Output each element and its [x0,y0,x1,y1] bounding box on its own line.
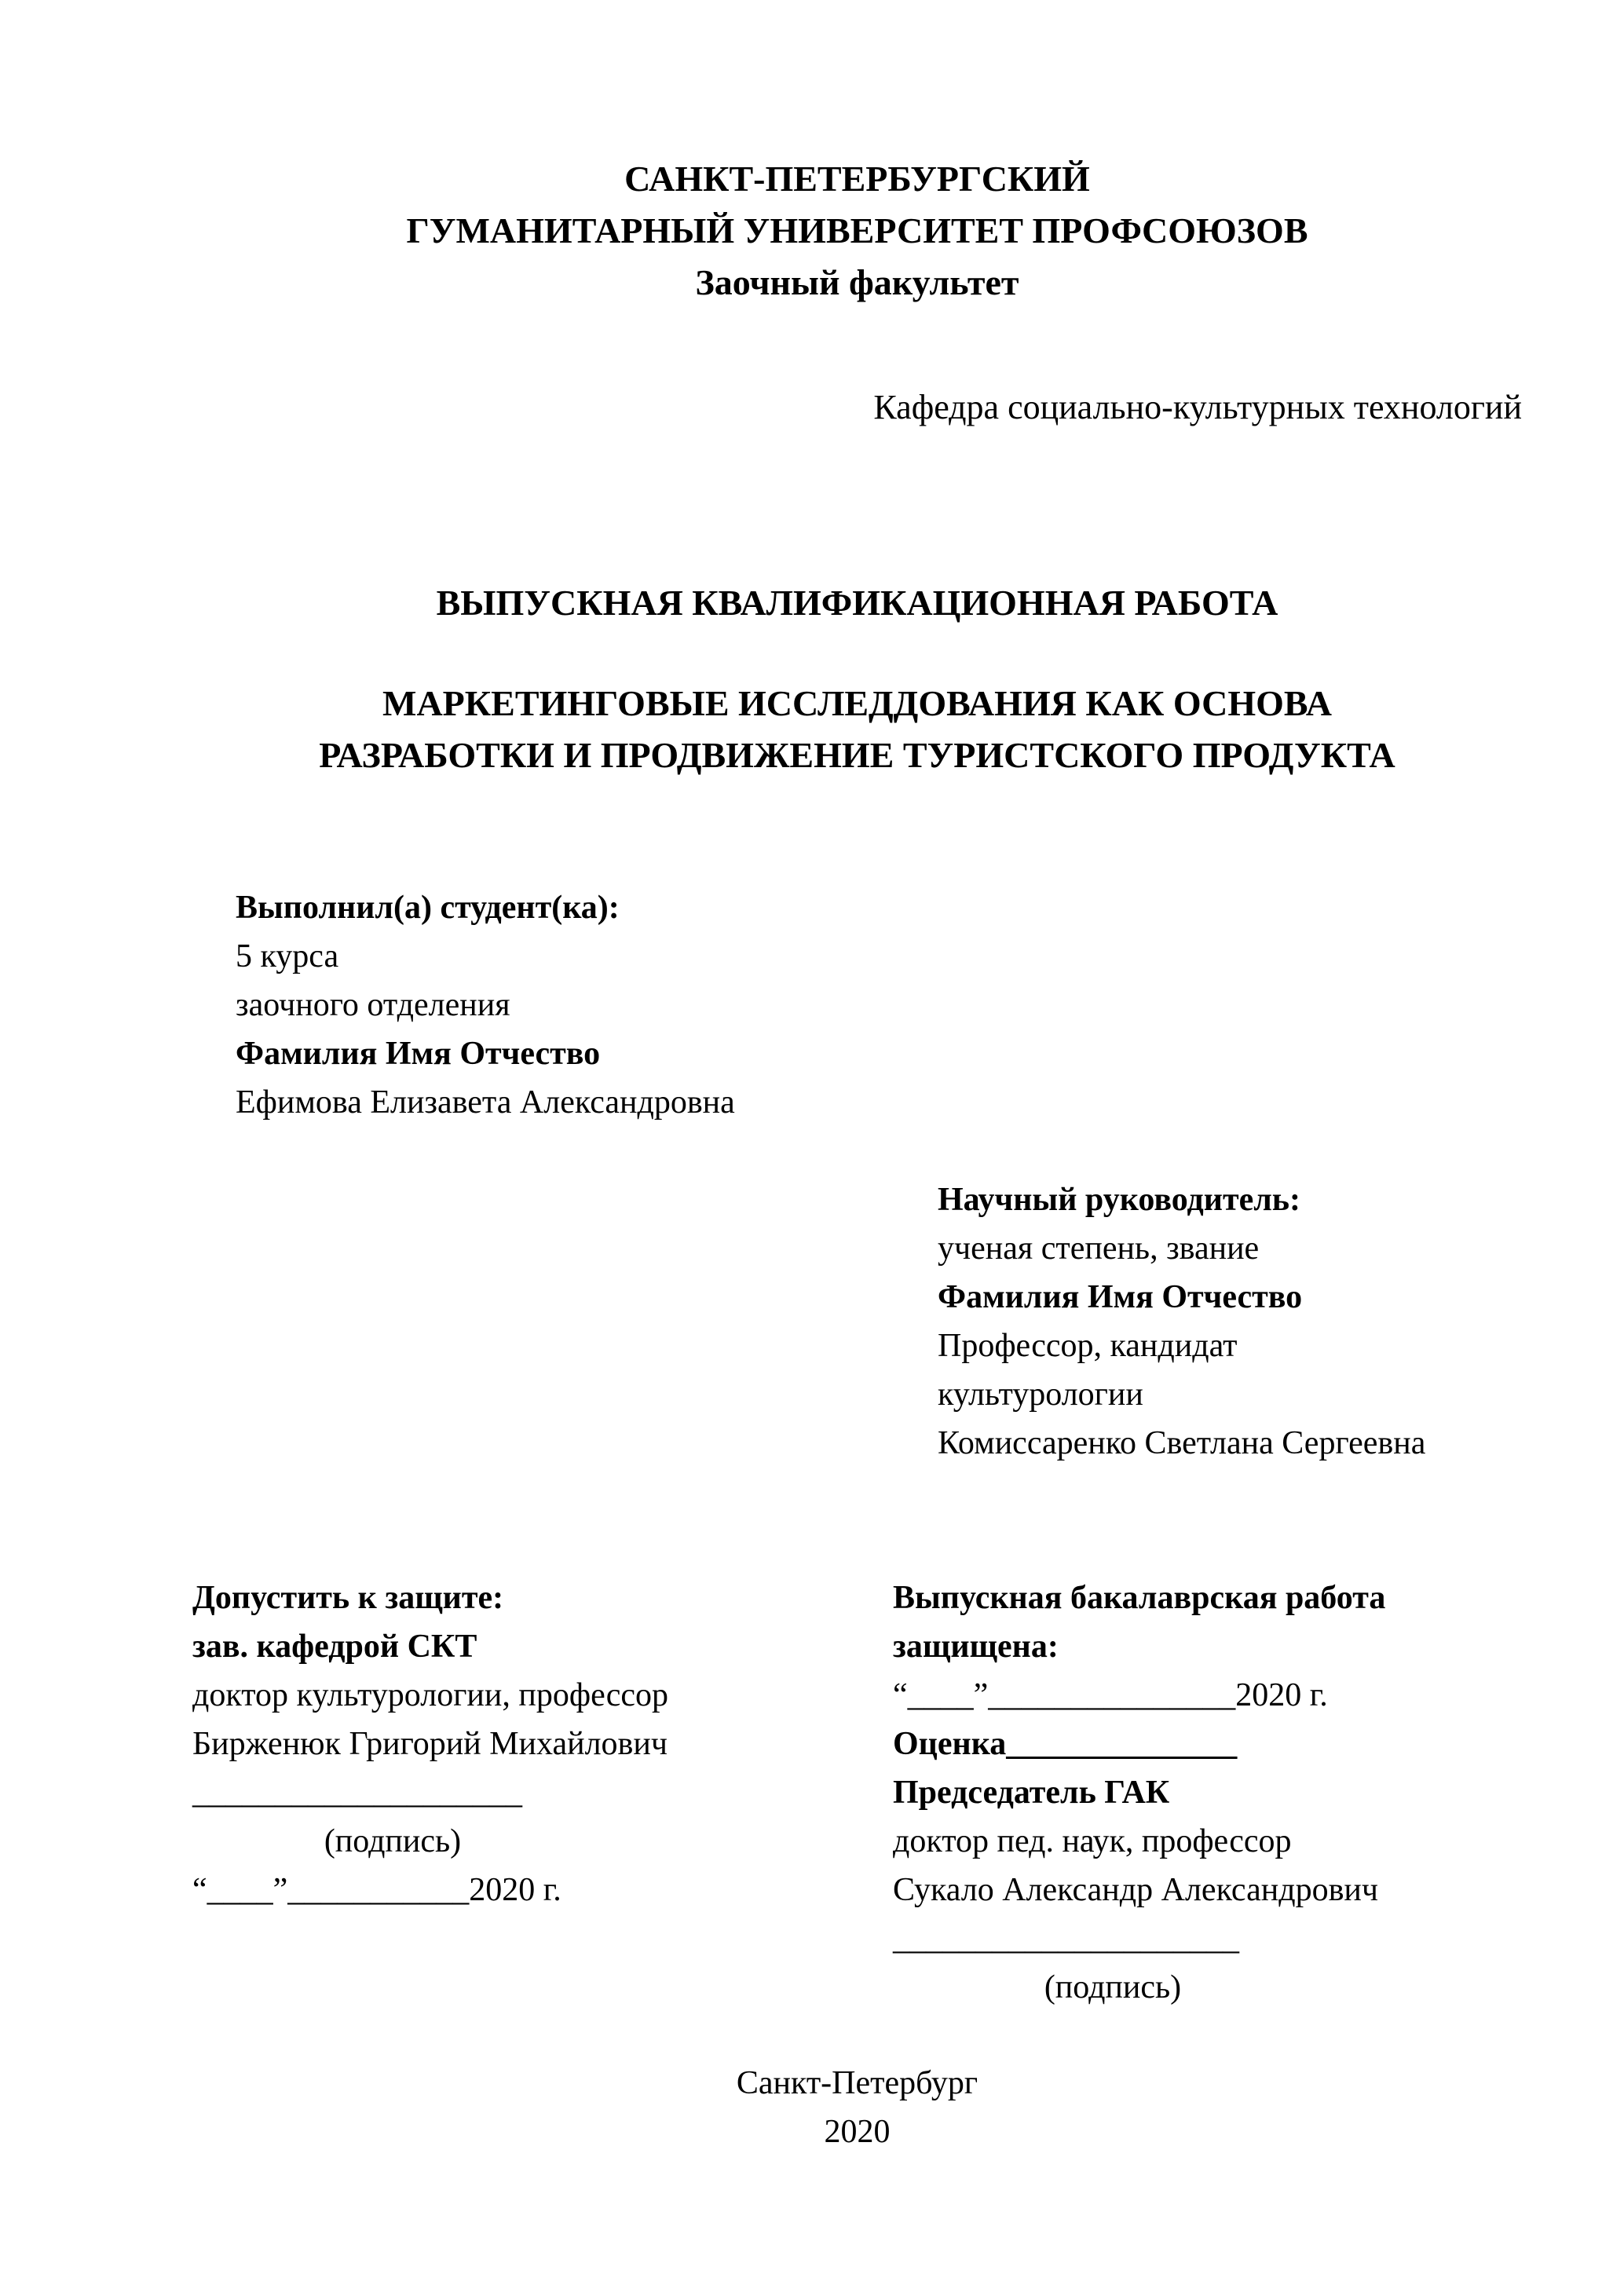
admission-signature-line: ____________________ [192,1775,522,1811]
footer-year: 2020 [824,2114,891,2150]
footer-block [192,2059,1522,2156]
advisor-position-line1: Профессор, кандидат [938,1328,1238,1364]
student-study-form: заочного отделения [236,987,510,1023]
admission-date-line: “____”___________2020 г. [192,1872,561,1908]
defense-heading-line2: защищена: [893,1629,1059,1665]
defense-chair-title: доктор пед. наук, профессор [893,1823,1292,1859]
admission-heading-line1: Допустить к защите: [192,1580,504,1616]
admission-heading-line2: зав. кафедрой СКТ [192,1629,477,1665]
defense-chair-label: Председатель ГАК [893,1775,1170,1811]
admission-block [192,1574,893,2012]
university-name-line2: ГУМАНИТАРНЫЙ УНИВЕРСИТЕТ ПРОФСОЮЗОВ [406,210,1308,250]
approval-section [192,1574,1522,2012]
defense-chair-name: Сукало Александр Александрович [893,1872,1379,1908]
student-course: 5 курса [236,938,339,974]
advisor-name-label: Фамилия Имя Отчество [938,1279,1303,1315]
university-header [192,153,1522,309]
thesis-title [192,678,1522,781]
footer-city: Санкт-Петербург [736,2065,978,2101]
faculty-name: Заочный факультет [695,262,1019,302]
student-heading: Выполнил(а) студент(ка): [236,890,620,926]
student-name: Ефимова Елизавета Александровна [236,1084,735,1121]
advisor-degree-label: ученая степень, звание [938,1230,1260,1267]
student-name-label: Фамилия Имя Отчество [236,1036,601,1072]
university-name-line1: САНКТ-ПЕТЕРБУРГСКИЙ [624,159,1090,199]
defense-block [893,1574,1522,2012]
defense-signature-line: _____________________ [893,1921,1239,1957]
thesis-title-line1: МАРКЕТИНГОВЫЕ ИССЛЕДДОВАНИЯ КАК ОСНОВА [382,683,1332,723]
advisor-heading: Научный руководитель: [938,1182,1300,1218]
defense-heading-line1: Выпускная бакалаврская работа [893,1580,1386,1616]
admission-signature-label: (подпись) [324,1823,462,1859]
defense-grade-line: Оценка______________ [893,1726,1238,1762]
work-type-heading: ВЫПУСКНАЯ КВАЛИФИКАЦИОННАЯ РАБОТА [436,583,1278,623]
thesis-title-line2: РАЗРАБОТКИ И ПРОДВИЖЕНИЕ ТУРИСТСКОГО ПРОДУКТА [319,735,1395,775]
admission-person-title: доктор культурологии, профессор [192,1677,669,1713]
student-block [236,883,1522,1127]
advisor-position-line2: культурологии [938,1377,1143,1413]
defense-signature-label: (подпись) [1044,1969,1182,2005]
department-name: Кафедра социально-культурных технологий [873,388,1522,426]
advisor-block [938,1175,1522,1468]
admission-person-name: Бирженюк Григорий Михайлович [192,1726,668,1762]
advisor-name: Комиссаренко Светлана Сергеевна [938,1425,1426,1461]
defense-date-line: “____”_______________2020 г. [893,1677,1328,1713]
